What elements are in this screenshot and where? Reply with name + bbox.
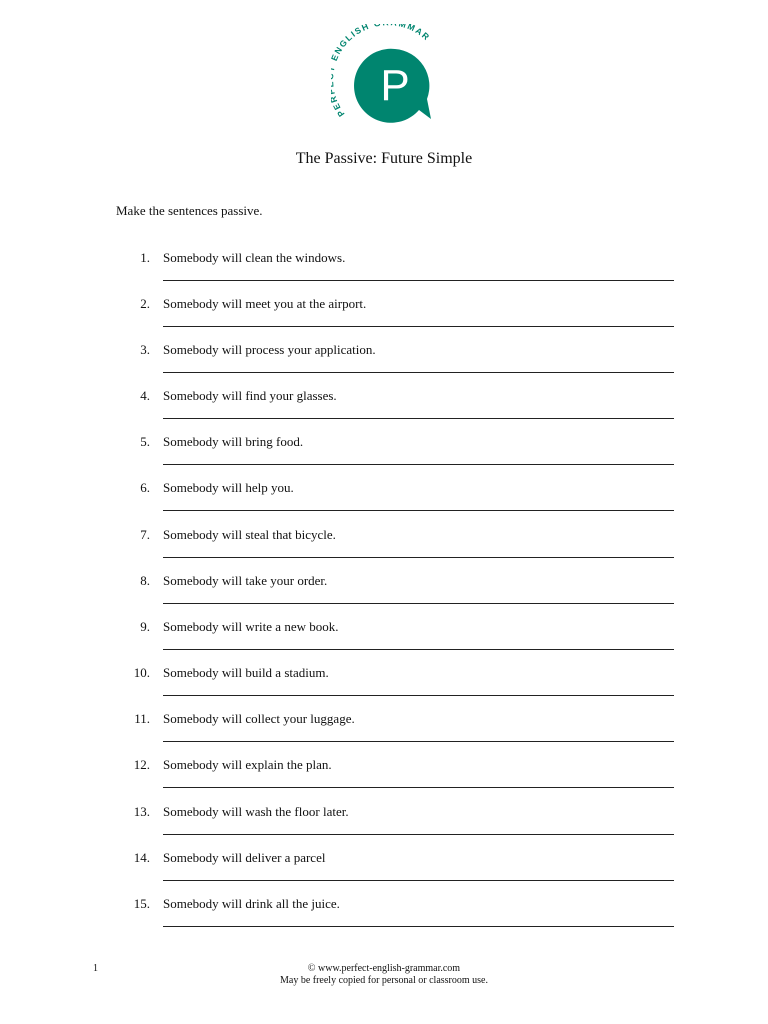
exercise-item xyxy=(0,619,768,665)
exercise-item xyxy=(0,573,768,619)
exercise-item xyxy=(0,665,768,711)
exercise-item xyxy=(0,896,768,942)
exercise-item xyxy=(0,388,768,434)
item-number: 4. xyxy=(140,388,150,403)
item-sentence: Somebody will build a stadium. xyxy=(163,665,329,680)
item-sentence: Somebody will find your glasses. xyxy=(163,388,337,403)
item-sentence: Somebody will collect your luggage. xyxy=(163,711,355,726)
item-sentence: Somebody will deliver a parcel xyxy=(163,850,326,865)
answer-field[interactable] xyxy=(163,741,674,742)
item-number: 9. xyxy=(140,619,150,634)
item-sentence: Somebody will take your order. xyxy=(163,573,328,588)
answer-field[interactable] xyxy=(163,464,674,465)
answer-field[interactable] xyxy=(163,603,674,604)
answer-field[interactable] xyxy=(163,695,674,696)
exercise-item xyxy=(0,480,768,526)
answer-field[interactable] xyxy=(163,787,674,788)
answer-field[interactable] xyxy=(163,510,674,511)
item-sentence: Somebody will process your application. xyxy=(163,342,376,357)
item-number: 6. xyxy=(140,480,150,495)
footer-license: May be freely copied for personal or classroom use. xyxy=(280,975,488,986)
instruction-text: Make the sentences passive. xyxy=(116,203,263,218)
item-number: 8. xyxy=(140,573,150,588)
footer-copyright: © www.perfect-english-grammar.com xyxy=(307,963,461,974)
item-number: 15. xyxy=(133,896,150,911)
answer-field[interactable] xyxy=(163,926,674,927)
exercise-item xyxy=(0,250,768,296)
item-number: 2. xyxy=(140,296,150,311)
item-sentence: Somebody will steal that bicycle. xyxy=(163,527,336,542)
item-number: 10. xyxy=(133,665,150,680)
item-number: 13. xyxy=(133,804,150,819)
page-number: 1 xyxy=(93,963,98,974)
page-title: The Passive: Future Simple xyxy=(295,150,473,167)
item-sentence: Somebody will help you. xyxy=(163,480,294,495)
item-number: 11. xyxy=(134,711,150,726)
answer-field[interactable] xyxy=(163,834,674,835)
item-sentence: Somebody will explain the plan. xyxy=(163,757,332,772)
exercise-item xyxy=(0,296,768,342)
exercise-item xyxy=(0,757,768,803)
answer-field[interactable] xyxy=(163,418,674,419)
exercise-item xyxy=(0,434,768,480)
item-number: 12. xyxy=(133,757,150,772)
answer-field[interactable] xyxy=(163,649,674,650)
logo-arc-text: PE NGLISH MMAR xyxy=(331,24,433,119)
exercise-item xyxy=(0,711,768,757)
item-number: 7. xyxy=(140,527,150,542)
exercise-item xyxy=(0,804,768,850)
item-sentence: Somebody will meet you at the airport. xyxy=(163,296,367,311)
page-footer xyxy=(0,963,768,987)
exercise-item xyxy=(0,342,768,388)
exercise-item xyxy=(0,527,768,573)
item-sentence: Somebody will bring food. xyxy=(163,434,304,449)
answer-field[interactable] xyxy=(163,280,674,281)
item-number: 5. xyxy=(140,434,150,449)
exercise-item xyxy=(0,850,768,896)
item-sentence: Somebody will wash the floor later. xyxy=(163,804,349,819)
item-number: 14. xyxy=(133,850,150,865)
item-sentence: Somebody will clean the windows. xyxy=(163,250,346,265)
item-sentence: Somebody will write a new book. xyxy=(163,619,339,634)
logo-letter: P xyxy=(380,61,410,110)
answer-field[interactable] xyxy=(163,880,674,881)
item-number: 1. xyxy=(140,250,150,265)
item-number: 3. xyxy=(140,342,150,357)
item-sentence: Somebody will drink all the juice. xyxy=(163,896,340,911)
answer-field[interactable] xyxy=(163,326,674,327)
answer-field[interactable] xyxy=(163,557,674,558)
answer-field[interactable] xyxy=(163,372,674,373)
